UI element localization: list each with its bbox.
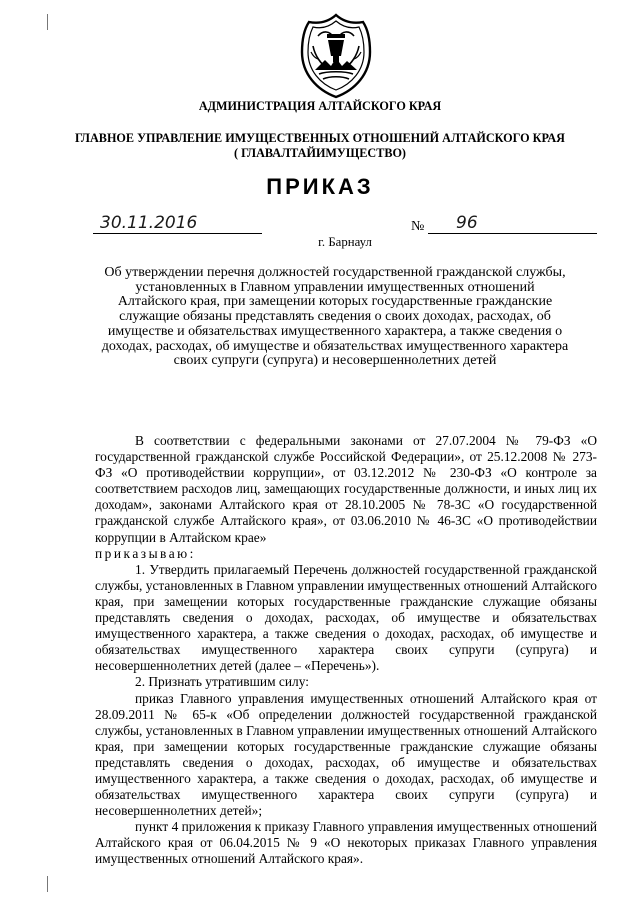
number-sign: № <box>411 219 425 234</box>
agency-name: АДМИНИСТРАЦИЯ АЛТАЙСКОГО КРАЯ <box>198 99 442 113</box>
department-name: ГЛАВНОЕ УПРАВЛЕНИЕ ИМУЩЕСТВЕННЫХ ОТНОШЕНИЙ АЛТАЙСКОГО КРАЯ <box>75 131 565 145</box>
number-handwritten: 96 <box>456 213 478 233</box>
left-margin-mark-bottom <box>47 876 48 892</box>
order-word: приказываю: <box>95 545 196 561</box>
altai-coat-of-arms-emblem <box>297 12 375 100</box>
document-type-title: ПРИКАЗ <box>266 174 374 199</box>
left-margin-mark-top <box>47 14 48 30</box>
item-1-paragraph: 1. Утвердить прилагаемый Перечень должностей государственной гражданской службы, установленных в Главном управлении имущественных отношений Алтайского края, при замещении которых государственные гражданские служащие обязаны представлять сведения о доходах, расходах, об имуществе и обязательствах имущественного характера, а также сведения о доходах, расходах, об имуществе и обязательствах имущественного характера своих супруги (супруга) и несовершеннолетних детей (далее – «Перечень»). <box>95 561 597 674</box>
department-short-name: ( ГЛАВАЛТАЙИМУЩЕСТВО) <box>234 146 406 160</box>
document-body <box>95 433 597 868</box>
item-2a-paragraph: приказ Главного управления имущественных отношений Алтайского края от 28.09.2011 № 65-к «Об определении должностей государственной гражданской службы, установленных в Главном управлении имущественных отношений Алтайского края, при замещении которых государственные гражданские служащие обязаны представлять сведения о доходах, расходах, об имуществе и обязательствах имущественного характера, а также сведения о доходах, расходах, об имуществе и обязательствах имущественного характера своих супруги (супруга) и несовершеннолетних детей»; <box>95 690 597 819</box>
date-handwritten: 30.11.2016 <box>100 213 198 233</box>
number-underline <box>428 233 597 234</box>
city: г. Барнаул <box>318 235 372 249</box>
item-2-paragraph: 2. Признать утратившим силу: <box>135 674 309 690</box>
date-underline <box>93 233 262 234</box>
document-subject: Об утверждении перечня должностей государственной гражданской службы, установленных в Главном управлении имущественных отношений Алтайского края, при замещении которых государственные гражданские служащие обязаны представлять сведения о своих доходах, расходах, об имуществе и обязательствах имущественного характера, а также сведения о доходах, расходах, об имуществе и обязательствах имущественного характера своих супруги (супруга) и несовершеннолетних детей <box>101 265 569 369</box>
item-2b-paragraph: пункт 4 приложения к приказу Главного управления имущественных отношений Алтайского края от 06.04.2015 № 9 «О некоторых приказах Главного управления имущественных отношений Алтайского края». <box>95 819 597 867</box>
preamble-paragraph: В соответствии с федеральными законами от 27.07.2004 № 79-ФЗ «О государственной гражданской службе Российской Федерации», от 25.12.2008 № 273-ФЗ «О противодействии коррупции», от 03.12.2012 № 230-ФЗ «О контроле за соответствием расходов лиц, замещающих государственные должности, и иных лиц их доходам», законами Алтайского края от 28.10.2005 № 78-ЗС «О государственной гражданской службе Алтайского края», от 03.06.2010 № 46-ЗС «О противодействии коррупции в Алтайском крае» <box>95 433 597 545</box>
